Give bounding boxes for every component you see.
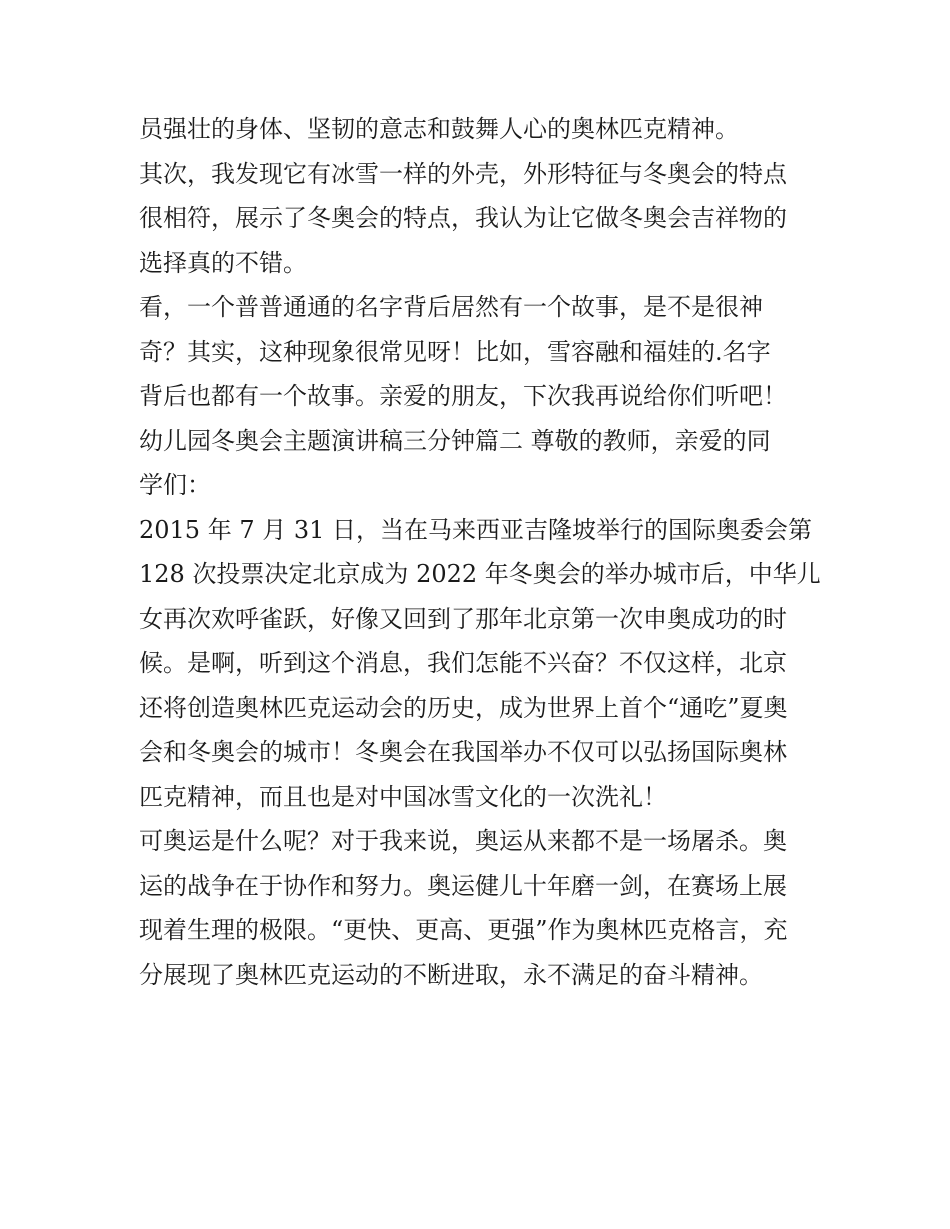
text-line: 分展现了奥林匹克运动的不断进取，永不满足的奋斗精神。 xyxy=(139,960,763,989)
text-line: 学们： xyxy=(139,471,211,499)
text-line: 会和冬奥会的城市！冬奥会在我国举办不仅可以弘扬国际奥林 xyxy=(139,738,787,766)
text-line: 幼儿园冬奥会主题演讲稿三分钟篇二 尊敬的教师，亲爱的同 xyxy=(139,426,771,455)
document-body xyxy=(139,107,819,997)
text-line: 员强壮的身体、坚韧的意志和鼓舞人心的奥林匹克精神。 xyxy=(139,115,739,143)
text-line: 背后也都有一个故事。亲爱的朋友，下次我再说给你们听吧！ xyxy=(139,382,787,410)
text-line: 很相符，展示了冬奥会的特点，我认为让它做冬奥会吉祥物的 xyxy=(139,204,787,232)
text-line: 2015 年 7 月 31 日，当在马来西亚吉隆坡举行的国际奥委会第 xyxy=(139,515,813,544)
text-line: 候。是啊，听到这个消息，我们怎能不兴奋？不仅这样，北京 xyxy=(139,649,787,677)
text-line: 现着生理的极限。“更快、更高、更强”作为奥林匹克格言，充 xyxy=(139,916,788,944)
text-line: 看，一个普普通通的名字背后居然有一个故事，是不是很神 xyxy=(139,293,763,321)
text-line: 女再次欢呼雀跃，好像又回到了那年北京第一次申奥成功的时 xyxy=(139,604,787,633)
text-line: 还将创造奥林匹克运动会的历史，成为世界上首个“通吃”夏奥 xyxy=(139,693,788,722)
text-line: 可奥运是什么呢？对于我来说，奥运从来都不是一场屠杀。奥 xyxy=(139,827,787,855)
text-line: 选择真的不错。 xyxy=(139,248,307,277)
text-line: 运的战争在于协作和努力。奥运健儿十年磨一剑，在赛场上展 xyxy=(139,871,787,900)
text-line: 其次，我发现它有冰雪一样的外壳，外形特征与冬奥会的特点 xyxy=(139,159,787,188)
text-line: 匹克精神，而且也是对中国冰雪文化的一次洗礼！ xyxy=(139,782,667,811)
text-line: 128 次投票决定北京成为 2022 年冬奥会的举办城市后，中华儿 xyxy=(139,560,821,588)
text-line: 奇？其实，这种现象很常见呀！比如，雪容融和福娃的.名字 xyxy=(139,337,771,366)
